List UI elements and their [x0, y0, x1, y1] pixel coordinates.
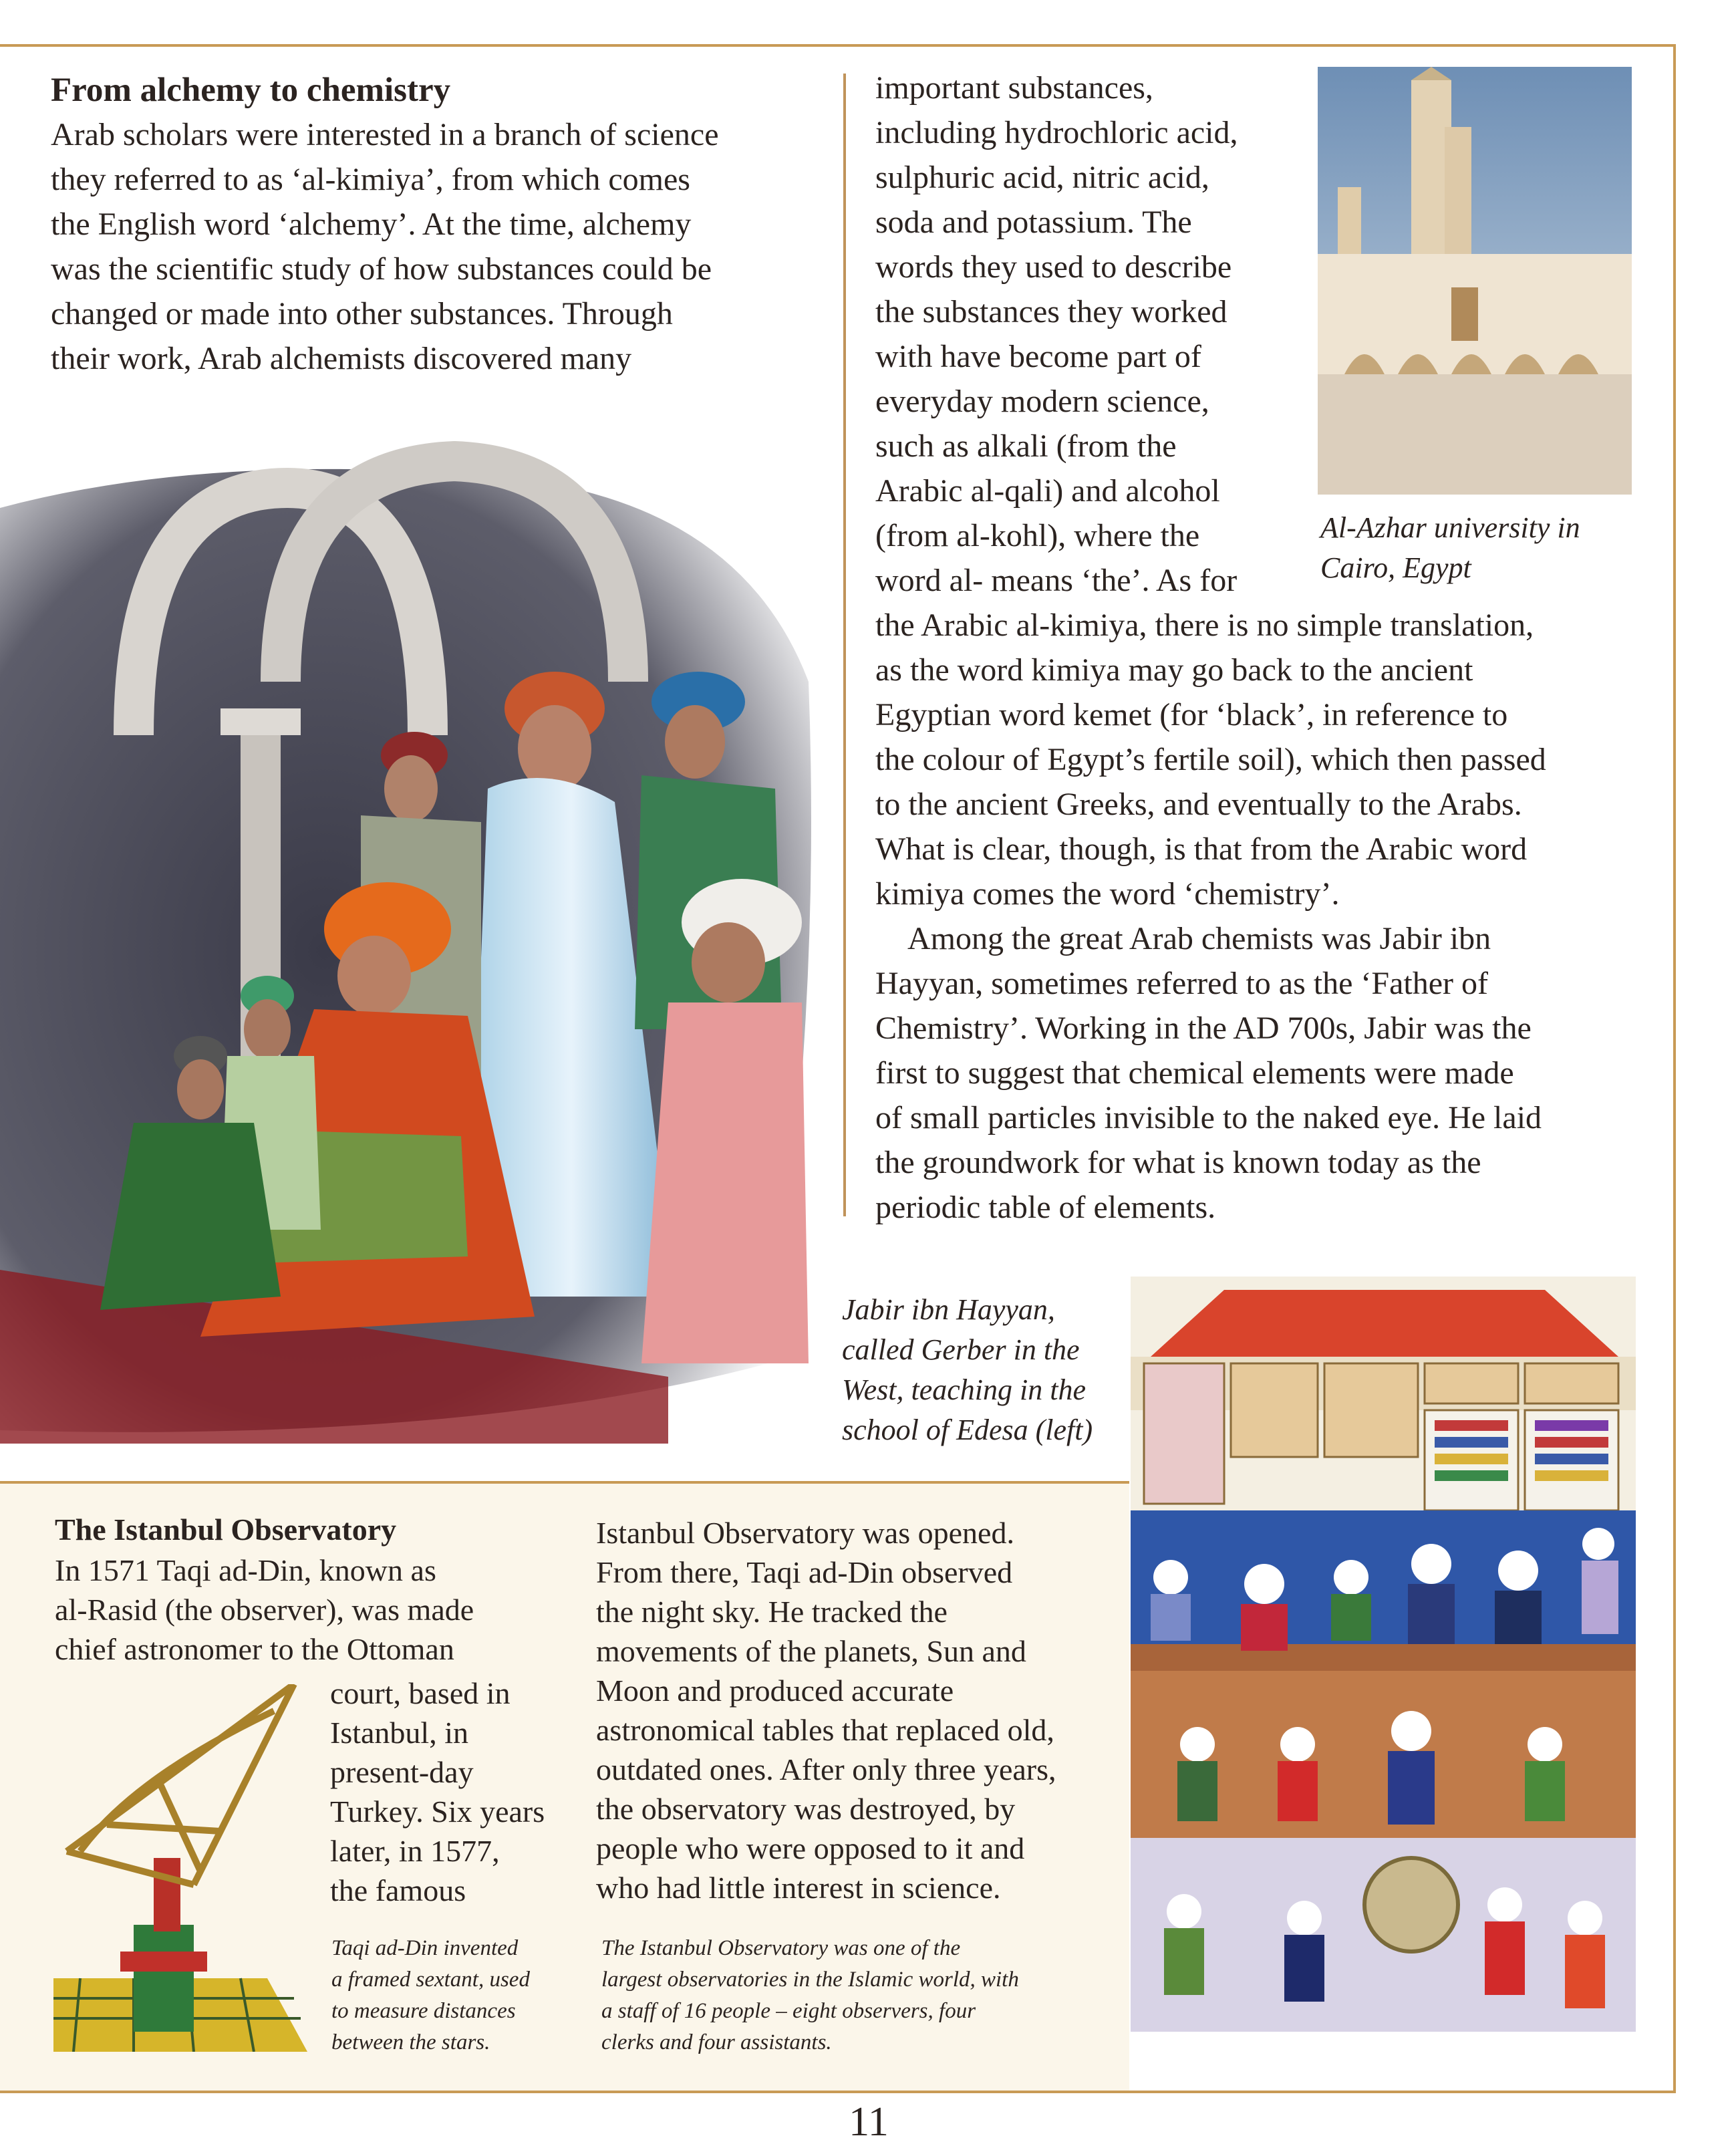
caption-line: a framed sextant, used: [331, 1968, 530, 1992]
text-line: words they used to describe: [875, 249, 1232, 285]
text-line: Arabic al-qali) and alcohol: [875, 473, 1220, 509]
page-frame-top: [0, 44, 1676, 47]
text-line: Turkey. Six years: [330, 1794, 545, 1829]
alchemy-col2-narrow: [875, 65, 1303, 603]
text-line: present-day: [330, 1755, 474, 1789]
text-line: everyday modern science,: [875, 384, 1209, 419]
section-divider: [0, 1481, 1129, 1484]
caption-line: The Istanbul Observatory was one of the: [601, 1936, 961, 1960]
text-line: later, in 1577,: [330, 1834, 500, 1868]
jabir-caption-text: [842, 1290, 1123, 1450]
text-line: people who were opposed to it and: [596, 1831, 1025, 1865]
text-line: court, based in: [330, 1676, 511, 1710]
column-rule: [843, 74, 846, 1216]
text-line: first to suggest that chemical elements were made: [875, 1055, 1514, 1091]
text-line: Hayyan, sometimes referred to as the ‘Father of: [875, 966, 1488, 1001]
observatory-caption-text: [601, 1933, 1123, 2058]
observatory-col1-text: [55, 1551, 563, 1669]
text-line: Istanbul Observatory was opened.: [596, 1516, 1014, 1550]
alchemy-col2-wide-text: [875, 603, 1664, 916]
section-heading: The Istanbul Observatory: [55, 1512, 397, 1547]
text-line: sulphuric acid, nitric acid,: [875, 160, 1209, 195]
text-line: they referred to as ‘al-kimiya’, from which comes: [51, 162, 690, 197]
alchemy-col1-text: [51, 112, 839, 381]
observatory-caption: [601, 1933, 1123, 2058]
page-frame-right: [1673, 44, 1676, 2093]
observatory-col2-text: [596, 1513, 1124, 1907]
caption-line: Al-Azhar university in: [1320, 511, 1580, 544]
text-line: Among the great Arab chemists was Jabir ibn: [907, 921, 1491, 956]
text-line: al-Rasid (the observer), was made: [55, 1593, 474, 1627]
jabir-caption: [842, 1290, 1123, 1450]
caption-line: clerks and four assistants.: [601, 2030, 832, 2054]
text-line: the English word ‘alchemy’. At the time, alchemy: [51, 207, 692, 242]
page-number: 11: [849, 2099, 889, 2145]
caption-line: Cairo, Egypt: [1320, 551, 1471, 584]
text-line: chief astronomer to the Ottoman: [55, 1632, 454, 1666]
text-line: as the word kimiya may go back to the ancient: [875, 652, 1473, 688]
observatory-col1-narrow: [330, 1673, 571, 1910]
text-line: to the ancient Greeks, and eventually to the Arabs.: [875, 787, 1522, 822]
text-line: changed or made into other substances. Through: [51, 296, 673, 331]
text-line: (from al-kohl), where the: [875, 518, 1200, 553]
text-line: the colour of Egypt’s fertile soil), which then passed: [875, 742, 1546, 777]
al-azhar-caption-text: [1320, 508, 1634, 588]
page-frame-bottom: [0, 2091, 1676, 2093]
observatory-col2: [596, 1513, 1124, 1907]
text-line: important substances,: [875, 70, 1153, 106]
text-line: Chemistry’. Working in the AD 700s, Jabir was the: [875, 1011, 1532, 1046]
observatory-intro: [55, 1509, 563, 1669]
caption-line: Jabir ibn Hayyan,: [842, 1293, 1055, 1326]
text-line: movements of the planets, Sun and: [596, 1634, 1026, 1668]
caption-line: West, teaching in the: [842, 1373, 1086, 1406]
text-line: outdated ones. After only three years,: [596, 1752, 1056, 1786]
text-line: the observatory was destroyed, by: [596, 1792, 1016, 1826]
caption-line: largest observatories in the Islamic world, with: [601, 1968, 1019, 1992]
text-line: Egyptian word kemet (for ‘black’, in reference to: [875, 697, 1508, 732]
text-line: Arab scholars were interested in a branch of science: [51, 117, 719, 152]
text-line: From there, Taqi ad-Din observed: [596, 1555, 1013, 1589]
text-line: the Arabic al-kimiya, there is no simple translation,: [875, 608, 1534, 643]
text-line: periodic table of elements.: [875, 1190, 1216, 1225]
text-line: with have become part of: [875, 339, 1201, 374]
text-line: Istanbul, in: [330, 1716, 468, 1750]
caption-line: school of Edesa (left): [842, 1414, 1093, 1446]
text-line: the substances they worked: [875, 294, 1227, 329]
text-line: soda and potassium. The: [875, 205, 1192, 240]
text-line: their work, Arab alchemists discovered many: [51, 341, 632, 376]
text-line: kimiya comes the word ‘chemistry’.: [875, 876, 1340, 912]
text-line: was the scientific study of how substances could be: [51, 251, 712, 287]
text-line: of small particles invisible to the naked eye. He laid: [875, 1100, 1542, 1135]
text-line: the famous: [330, 1873, 466, 1907]
text-line: who had little interest in science.: [596, 1871, 1001, 1905]
alchemy-para2-text: [875, 916, 1664, 1230]
caption-line: Taqi ad-Din invented: [331, 1936, 519, 1960]
alchemy-intro: [51, 68, 839, 381]
caption-line: a staff of 16 people – eight observers, four: [601, 1999, 976, 2023]
framed-sextant-image: [53, 1684, 321, 2052]
text-line: Moon and produced accurate: [596, 1673, 954, 1708]
text-line: What is clear, though, is that from the Arabic word: [875, 831, 1528, 867]
observatory-col1-narrow-text: [330, 1673, 571, 1910]
text-line: word al- means ‘the’. As for: [875, 563, 1238, 598]
caption-line: called Gerber in the: [842, 1333, 1080, 1366]
caption-line: to measure distances: [331, 1999, 516, 2023]
alchemy-col2-narrow-text: [875, 65, 1303, 603]
al-azhar-caption: [1320, 508, 1634, 588]
sextant-caption-text: [331, 1933, 579, 2058]
text-line: In 1571 Taqi ad-Din, known as: [55, 1553, 436, 1587]
observatory-miniature-image: [1131, 1277, 1636, 2032]
text-line: the groundwork for what is known today as the: [875, 1145, 1481, 1180]
text-line: such as alkali (from the: [875, 428, 1177, 464]
text-line: including hydrochloric acid,: [875, 115, 1238, 150]
alchemy-col2-wide: [875, 603, 1664, 1230]
al-azhar-image: [1318, 67, 1632, 495]
text-line: the night sky. He tracked the: [596, 1595, 948, 1629]
section-heading: From alchemy to chemistry: [51, 72, 451, 109]
sextant-caption: [331, 1933, 579, 2058]
caption-line: between the stars.: [331, 2030, 490, 2054]
scholars-illustration: [0, 428, 822, 1444]
text-line: astronomical tables that replaced old,: [596, 1713, 1054, 1747]
